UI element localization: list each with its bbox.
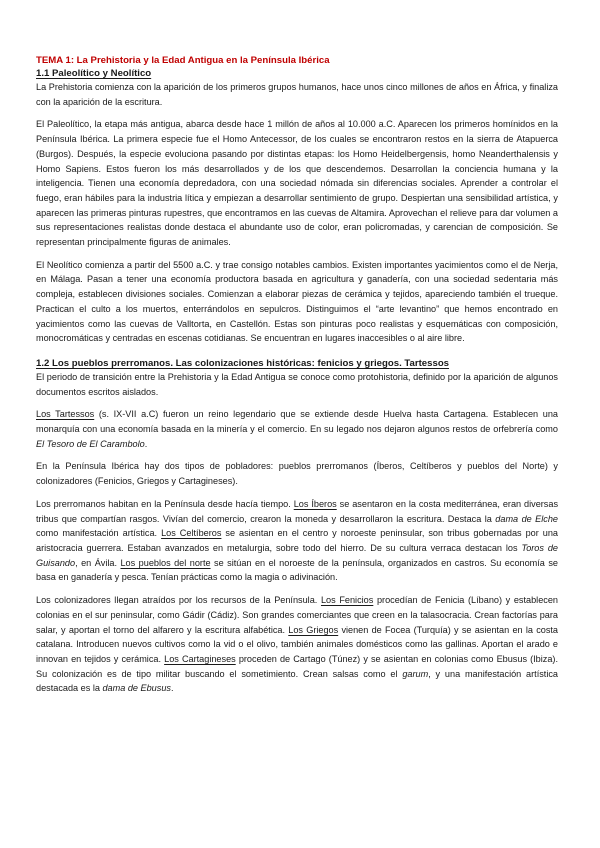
tartessos-term: Los Tartessos — [36, 409, 95, 420]
tartessos-paragraph — [36, 407, 558, 451]
prerromanos-paragraph — [36, 497, 558, 585]
colonizadores-text-f: . — [170, 683, 174, 694]
celtiberos-term: Los Celtíberos — [161, 528, 222, 539]
section-1-heading: 1.1 Paleolítico y Neolítico — [36, 68, 152, 79]
pueblos-norte-term: Los pueblos del norte — [120, 557, 211, 568]
fenicios-term: Los Fenicios — [320, 595, 374, 606]
prerromanos-text-c: como manifestación artística. — [36, 528, 162, 539]
griegos-term: Los Griegos — [288, 624, 339, 635]
colonizadores-text-d: proceden de Cartago (Túnez) y se asientan en colonias como Ebusus (Ibiza). Su colonización es de tipo militar buscando el sometimiento. Crean salsas como el — [36, 653, 559, 679]
cartagineses-term: Los Cartagineses — [164, 653, 236, 664]
colonizadores-text-c: vienen de Focea (Turquía) y se asientan en la costa catalana. Introducen nuevos cultivos como la vid o el olivo, también animales domésticos como las gallinas. Aportan el arado e innovan en tejidos y cerámica. — [36, 624, 558, 664]
colonizadores-paragraph — [36, 593, 558, 696]
tartessos-text: (s. IX-VII a.C) fueron un reino legendario que se extiende desde Huelva hasta Cartagena. Establecen una monarquía con una economía basada en la minería y el comercio. En su legado nos dejaron algunos restos de orfebrería como — [36, 409, 558, 435]
prerromanos-text-a: Los prerromanos habitan en la Península desde hacía tiempo. — [36, 498, 294, 509]
carambolo-work: El Tesoro de El Carambolo — [36, 438, 145, 449]
colonizadores-text-b: procedían de Fenicia (Líbano) y establecen colonias en el sur peninsular, como Gádir (Cádiz). Son grandes comerciantes que creen en la talasocracia. Crean factorías para salar, y aportan el torno del alfarero y la escritura alfabética. — [36, 595, 558, 635]
pobladores-paragraph: En la Península Ibérica hay dos tipos de pobladores: pueblos prerromanos (Íberos, Celtíberos y pueblos del Norte) y colonizadores (Fenicios, Griegos y Cartagineses). — [36, 461, 558, 487]
iberos-term: Los Íberos — [293, 498, 337, 509]
paleolitico-paragraph: El Paleolítico, la etapa más antigua, abarca desde hace 1 millón de años al 10.000 a.C. Aparecen los primeros homínidos en la Península Ibérica. La primera especie fue el Homo Antecessor, de los cuales se encontraron restos en la sierra de Atapuerca (Burgos). Después, la especie evoluciona pasando por distintas etapas: los Homo Heidelbergensis, homo Neanderthalensis y Homo Sapiens. Estos fueron los más desarrollados y de los que descendemos. Desarrollan la conciencia humana y la inteligencia. Tienen una economía depredadora, con una sociedad nómada sin diferencias sociales. Aprender a controlar el fuego, eran hábiles para la industria lítica y empiezan a desarrollar sentimiento de grupo. Despiertan una sensibilidad artística, y aparecen las primeras pinturas rupestres, que encontramos en las cuevas de Altamira. Aprovechan el relieve para dar volumen a sus representaciones realistas donde destaca el abundante uso de color, eran policromadas, y carencian de composición. Se representan principalmente figuras de animales. — [36, 119, 558, 248]
garum-term: garum — [402, 668, 429, 679]
prerromanos-text-b: se asentaron en la costa mediterránea, eran diversas tribus que compartían rasgos. Vivían del comercio, crearon la moneda y desarrollaron la escritura. Destaca la — [36, 498, 559, 524]
section-2-heading: 1.2 Los pueblos prerromanos. Las colonizaciones históricas: fenicios y griegos. Tartessos — [36, 357, 450, 369]
colonizadores-text-a: Los colonizadores llegan atraídos por los recursos de la Península. — [36, 595, 321, 606]
tartessos-end: . — [144, 438, 148, 449]
prerromanos-text-e: , en Ávila. — [75, 557, 121, 568]
dama-ebusus-work: dama de Ebusus — [102, 683, 171, 694]
colonizadores-text-e: , y una manifestación artística destacada es la — [36, 668, 559, 694]
neolitico-paragraph: El Neolítico comienza a partir del 5500 a.C. y trae consigo notables cambios. Existen importantes yacimientos como el de Nerja, en Málaga. Pasan a tener una economía productora basada en agricultura y ganadería, con una sociedad sedentaria más compleja, establecen divisiones sociales. Comienzan a elaborar piezas de cerámica y tejidos, apareciendo también el trueque. Practican el culto a los muertos, enterrándolos en sepulcros. Distinguimos el “arte levantino” que hemos encontrado en yacimientos como las cuevas de Valltorta, en Castellón. Estas son pinturas poco realistas y esquemáticas con composición, monocromáticas y centradas en escenas cotidianas. Se encuentran en lugares inaccesibles o al aire libre. — [36, 259, 558, 344]
protohistoria-paragraph: El periodo de transición entre la Prehistoria y la Edad Antigua se conoce como protohistoria, definido por la aparición de algunos documentos escritos aislados. — [36, 371, 558, 397]
prerromanos-text-d: se asientan en el centro y noroeste peninsular, son tribus gobernadas por una aristocracia guerrera. Estaban avanzados en metalurgia, sobre todo del hierro. De su cultura verraca destacan los — [36, 528, 558, 553]
prerromanos-text-f: se sitúan en el noroeste de la península, organizados en castros. Su economía se basa en ganadería y pesca. Tenían prácticas como la magia o adivinación. — [36, 557, 558, 583]
document-title: TEMA 1: La Prehistoria y la Edad Antigua en la Península Ibérica — [36, 55, 330, 66]
dama-elche-work: dama de Elche — [495, 513, 559, 524]
prehistoria-paragraph: La Prehistoria comienza con la aparición de los primeros grupos humanos, hace unos cinco millones de años en África, y finaliza con la aparición de la escritura. — [36, 82, 558, 107]
toros-guisando-work: Toros de Guisando — [36, 542, 558, 568]
